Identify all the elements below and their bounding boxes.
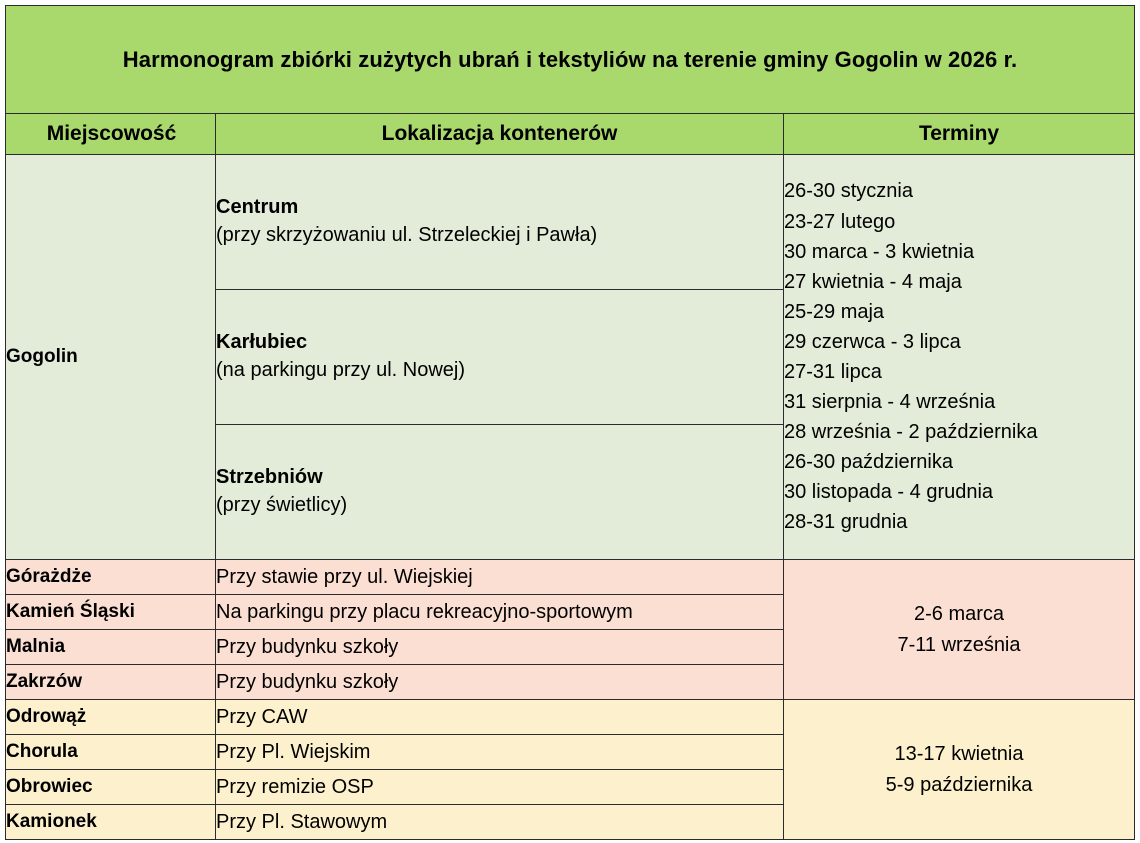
column-header-place: Miejscowość (6, 114, 216, 155)
date-line: 7-11 września (897, 633, 1021, 656)
date-line: 29 czerwca - 3 lipca (784, 330, 961, 353)
location-cell-chorula: Przy Pl. Wiejskim (216, 735, 784, 770)
date-line: 27-31 lipca (784, 361, 882, 383)
location-cell-karlubiec (216, 290, 784, 425)
dates-cell-pink-group (784, 560, 1135, 700)
table-row (6, 700, 1135, 735)
schedule-table (5, 5, 1135, 840)
date-line: 26-30 stycznia (784, 180, 913, 203)
location-detail: (przy skrzyżowaniu ul. Strzeleckiej i Pawła) (216, 224, 598, 246)
location-cell-strzebniow (216, 425, 784, 560)
place-cell-kamien-slaski: Kamień Śląski (6, 595, 216, 630)
date-line: 30 listopada - 4 grudnia (784, 481, 994, 504)
location-cell-malnia: Przy budynku szkoły (216, 630, 784, 665)
location-cell-gorazdze: Przy stawie przy ul. Wiejskiej (216, 560, 784, 595)
location-name: Centrum (216, 196, 299, 219)
title-row (6, 6, 1135, 114)
date-line: 23-27 lutego (784, 210, 896, 233)
location-name: Karłubiec (216, 331, 308, 354)
date-line: 26-30 października (784, 451, 953, 474)
column-header-location: Lokalizacja kontenerów (216, 114, 784, 155)
location-cell-odrowaz: Przy CAW (216, 700, 784, 735)
dates-cell-yellow-group (784, 700, 1135, 840)
location-cell-kamien-slaski: Na parkingu przy placu rekreacyjno-sportowym (216, 595, 784, 630)
date-line: 31 sierpnia - 4 września (784, 391, 996, 414)
location-cell-kamionek: Przy Pl. Stawowym (216, 805, 784, 840)
place-cell-gogolin: Gogolin (6, 155, 216, 560)
place-cell-obrowiec: Obrowiec (6, 770, 216, 805)
place-cell-odrowaz: Odrowąż (6, 700, 216, 735)
location-name: Strzebniów (216, 466, 323, 489)
date-line: 30 marca - 3 kwietnia (784, 240, 975, 263)
dates-cell-gogolin (784, 155, 1135, 560)
date-line: 28 września - 2 października (784, 421, 1038, 444)
date-line: 2-6 marca (913, 602, 1005, 625)
place-cell-chorula: Chorula (6, 735, 216, 770)
place-cell-zakrzow: Zakrzów (6, 665, 216, 700)
place-cell-gorazdze: Górażdże (6, 560, 216, 595)
place-cell-kamionek: Kamionek (6, 805, 216, 840)
location-detail: (na parkingu przy ul. Nowej) (216, 359, 465, 381)
date-line: 5-9 października (885, 773, 1033, 796)
place-cell-malnia: Malnia (6, 630, 216, 665)
page-title: Harmonogram zbiórki zużytych ubrań i tekstyliów na terenie gminy Gogolin w 2026 r. (6, 6, 1135, 114)
date-line: 25-29 maja (784, 300, 885, 323)
date-line: 28-31 grudnia (784, 511, 908, 534)
table-row (6, 560, 1135, 595)
location-cell-centrum (216, 155, 784, 290)
date-line: 27 kwietnia - 4 maja (784, 270, 962, 293)
location-cell-zakrzow: Przy budynku szkoły (216, 665, 784, 700)
column-header-dates: Terminy (784, 114, 1135, 155)
location-detail: (przy świetlicy) (216, 494, 348, 516)
header-row (6, 114, 1135, 155)
date-line: 13-17 kwietnia (894, 742, 1024, 765)
table-row (6, 155, 1135, 290)
location-cell-obrowiec: Przy remizie OSP (216, 770, 784, 805)
